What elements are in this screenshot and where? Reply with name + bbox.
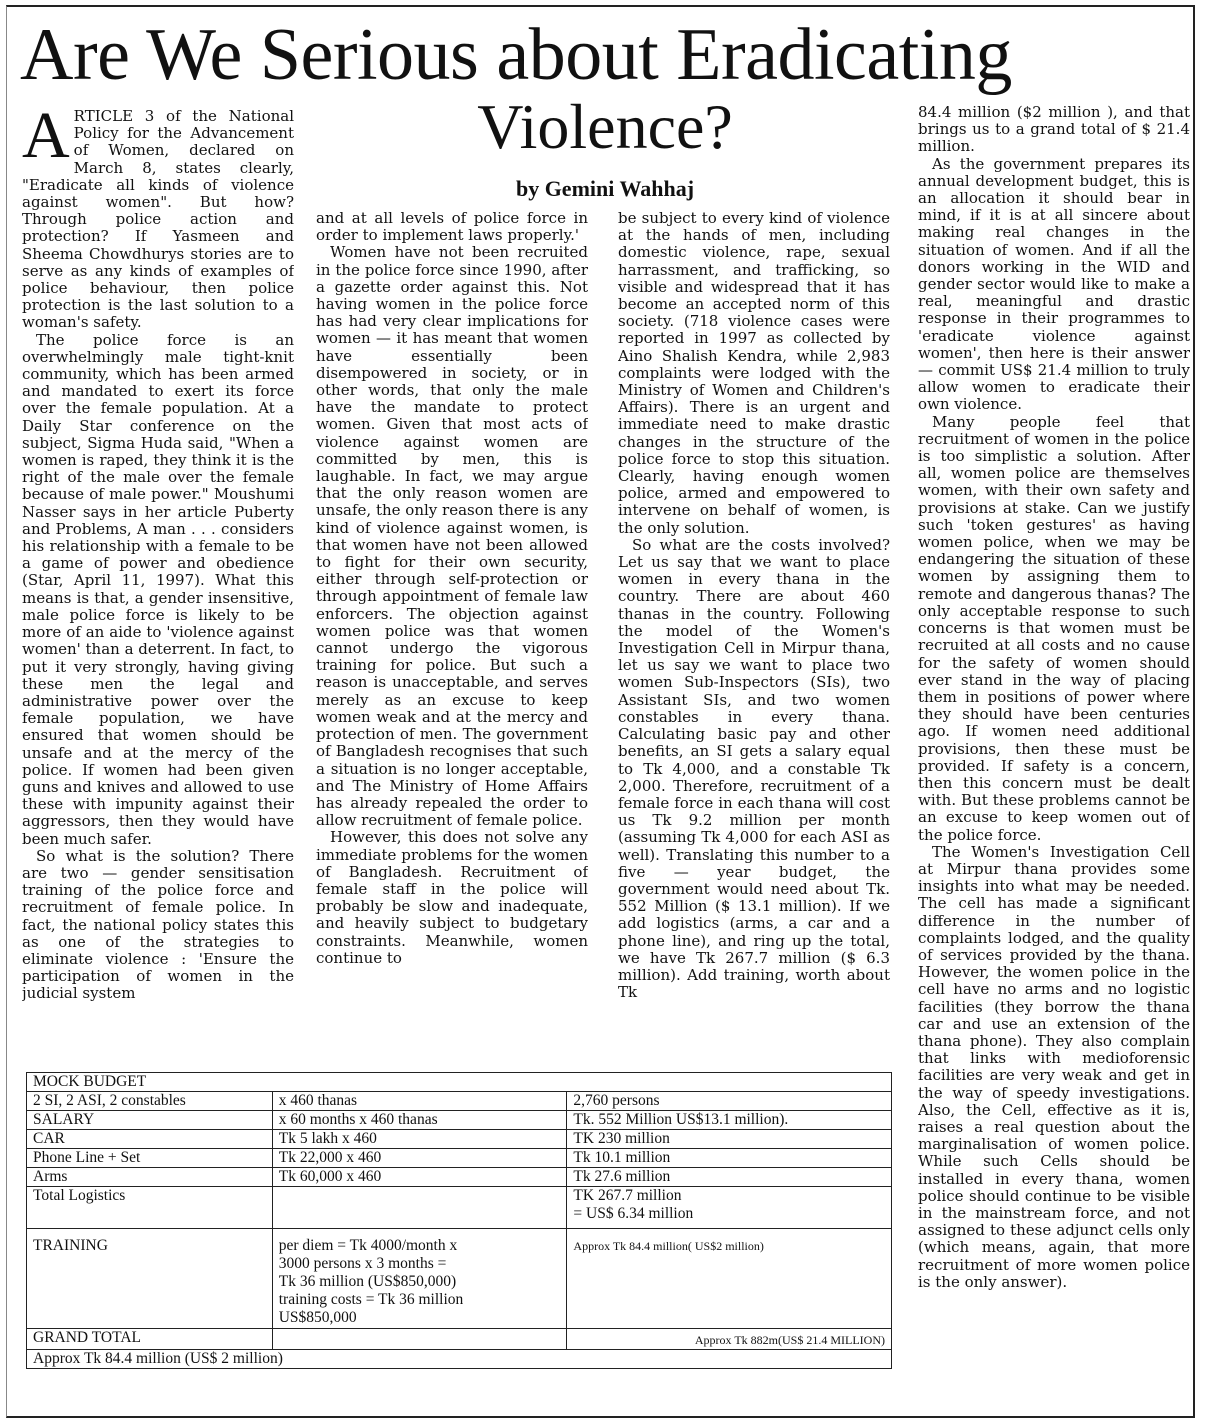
logistics-usd: = US$ 6.34 million bbox=[573, 1205, 694, 1222]
paragraph: As the government prepares its annual development budget, this is an allocation it should bear in mind, if it is at all sincere about making real changes in the situation of women. And if all the donors working in the WID and gender sector would like to make a real, meaningful and drastic response in their programmes to 'eradicate violence against women', then here is their answer — commit US$ 21.4 million to truly allow women to eradicate their own violence. bbox=[918, 154, 1190, 414]
training-line: per diem = Tk 4000/month x bbox=[278, 1237, 458, 1254]
budget-total: Tk. 552 Million US$13.1 million). bbox=[567, 1111, 892, 1130]
budget-label: Phone Line + Set bbox=[27, 1149, 273, 1168]
budget-total: Tk 10.1 million bbox=[567, 1149, 892, 1168]
paragraph-text: RTICLE 3 of the National Policy for the Advancement of Women, declared on March 8, states clearly, "Eradicate all kinds of violence against women". But how? Through police action and protection? If Yasmeen and Sheema Chowdhurys stories are to serve as any kinds of examples of police behaviour, then police protection is the last solution to a woman's safety. bbox=[22, 108, 294, 332]
column-1 bbox=[22, 108, 294, 1060]
table-row bbox=[27, 1350, 892, 1369]
paragraph: However, this does not solve any immediate problems for the women of Bangladesh. Recruitment of female staff in the police will probably be slow and inadequate, and heavily subject to budgetary constraints. Meanwhile, women continue to bbox=[316, 828, 588, 967]
training-line: Tk 36 million (US$850,000) bbox=[278, 1273, 457, 1290]
drop-cap: A bbox=[22, 108, 70, 172]
budget-calc: Tk 5 lakh x 460 bbox=[272, 1130, 567, 1149]
budget-footer: Approx Tk 84.4 million (US$ 2 million) bbox=[27, 1350, 892, 1369]
budget-calc: Tk 60,000 x 460 bbox=[272, 1168, 567, 1187]
headline: Are We Serious about Eradicating bbox=[20, 14, 1012, 96]
budget-label: 2 SI, 2 ASI, 2 constables bbox=[27, 1092, 273, 1111]
paragraph: So what is the solution? There are two — gender sensitisation training of the police force and recruitment of female police. In fact, the national policy states this as one of the strategies to eliminate violence : 'Ensure the participation of women in the judicial system bbox=[22, 846, 294, 1003]
budget-calc: Tk 22,000 x 460 bbox=[272, 1149, 567, 1168]
paragraph: Many people feel that recruitment of women in the police is too simplistic a solution. After all, women police are themselves women, with their own safety and provisions at stake. Can we justify such 'token gestures' as having women police, when we may be endangering the situation of these women by assigning them to remote and dangerous thanas? The only acceptable response to such concerns is that women must be recruited at all costs and no cause for the safety of women should ever stand in the way of placing them in positions of power where they should have been centuries ago. If women need additional provisions, then these must be provided. If safety is a concern, then this concern must be dealt with. But these problems cannot be an excuse to keep women out of the police force. bbox=[918, 412, 1190, 844]
table-row bbox=[27, 1168, 892, 1187]
budget-total: TK 230 million bbox=[567, 1130, 892, 1149]
paragraph: The police force is an overwhelmingly male tight-knit community, which has been armed and mandated to exert its force over the female population. At a Daily Star conference on the subject, Sigma Huda said, "When a women is raped, they think it is the right of the male over the female because of male power." Moushumi Nasser says in her article Puberty and Problems, A man . . . considers his relationship with a female to be a game of power and obedience (Star, April 11, 1997). What this means is that, a gender insensitive, male police force is likely to be more of an aide to 'violence against women' than a deterrent. In fact, to put it very strongly, having giving these men the legal and administrative power over the female population, we have ensured that women should be unsafe and at the mercy of the police. If women had been given guns and knives and allowed to use these with impunity against their aggressors, then they would have been much safer. bbox=[22, 330, 294, 848]
budget-label: SALARY bbox=[27, 1111, 273, 1130]
budget-title: MOCK BUDGET bbox=[27, 1073, 892, 1092]
budget-total: 2,760 persons bbox=[567, 1092, 892, 1111]
budget-calc bbox=[272, 1187, 567, 1229]
training-calc bbox=[272, 1229, 567, 1329]
mock-budget-table bbox=[26, 1072, 892, 1369]
grand-total: Approx Tk 882m(US$ 21.4 MILLION) bbox=[567, 1329, 892, 1350]
budget-label: CAR bbox=[27, 1130, 273, 1149]
budget-label: TRAINING bbox=[27, 1229, 273, 1329]
column-2 bbox=[316, 210, 588, 1060]
paragraph bbox=[22, 108, 294, 332]
table-row bbox=[27, 1111, 892, 1130]
paragraph: Women have not been recruited in the police force since 1990, after a gazette order against this. Not having women in the police force has had very clear implications for women — it has meant that women have essentially been disempowered in society, or in other words, that only the male have the mandate to protect women. Given that most acts of violence against women are committed by men, this is laughable. In fact, we may argue that the only reason women are unsafe, the only reason there is any kind of violence against women, is that women have not been allowed to fight for their own security, either through self-protection or through appointment of female law enforcers. The objection against women police was that women cannot undergo the vigorous training for police. But such a reason is unacceptable, and serves merely as an excuse to keep women weak and at the mercy and protection of men. The government of Bangladesh recognises that such a situation is no longer acceptable, and The Ministry of Home Affairs has already repealed the order to allow recruitment of female police. bbox=[316, 243, 588, 830]
paragraph: and at all levels of police force in order to implement laws properly.' bbox=[316, 210, 588, 245]
paragraph: be subject to every kind of violence at the hands of men, including domestic violence, rape, sexual harrassment, and trafficking, so visible and widespread that it has become an accepted norm of this society. (718 violence cases were reported in 1997 as collected by Aino Shalish Kendra, while 2,983 complaints were lodged with the Ministry of Women and Children's Affairs). There is an urgent and immediate need to make drastic changes in the structure of the police force to stop this situation. Clearly, having enough women police, armed and empowered to intervene on behalf of women, is the only solution. bbox=[618, 210, 890, 537]
column-3 bbox=[618, 210, 890, 1060]
byline: by Gemini Wahhaj bbox=[515, 176, 695, 201]
paragraph: So what are the costs involved? Let us say that we want to place women in every thana in the country. There are about 460 thanas in the country. Following the model of the Women's Investigation Cell in Mirpur thana, let us say we want to place two women Sub-Inspectors (SIs), two Assistant SIs, and two women constables in every thana. Calculating basic pay and other benefits, an SI gets a salary equal to Tk 4,000, and a constable Tk 2,000. Therefore, recruitment of a female force in each thana will cost us Tk 9.2 million per month (assuming Tk 4,000 for each ASI as well). Translating this number to a five — year budget, the government would need about Tk. 552 Million ($ 13.1 million). If we add logistics (arms, a car and a phone line), and ring up the total, we have Tk 267.7 million ($ 6.3 million). Add training, worth about Tk bbox=[618, 535, 890, 1002]
table-row bbox=[27, 1149, 892, 1168]
budget-label: Total Logistics bbox=[27, 1187, 273, 1229]
training-total: Approx Tk 84.4 million( US$2 million) bbox=[567, 1229, 892, 1329]
table-row bbox=[27, 1329, 892, 1350]
logistics-value: TK 267.7 million bbox=[573, 1187, 682, 1204]
budget-total: Tk 27.6 million bbox=[567, 1168, 892, 1187]
training-line: training costs = Tk 36 million bbox=[278, 1291, 464, 1308]
table-row bbox=[27, 1229, 892, 1329]
budget-calc: x 60 months x 460 thanas bbox=[272, 1111, 567, 1130]
training-line: 3000 persons x 3 months = bbox=[278, 1255, 447, 1272]
budget-label: Arms bbox=[27, 1168, 273, 1187]
paragraph: 84.4 million ($2 million ), and that brings us to a grand total of $ 21.4 million. bbox=[918, 104, 1190, 156]
paragraph: The Women's Investigation Cell at Mirpur thana provides some insights into what may be needed. The cell has made a significant difference in the number of complaints lodged, and the quality of services provided by the thana. However, the women police in the cell have no arms and no logistic facilities (they borrow the thana car and use an extension of the thana phone). They also complain that links with medioforensic facilities are very weak and get in the way of speedy investigations. Also, the Cell, effective as it is, raises a real question about the marginalisation of women police. While such Cells should be installed in every thana, women police should continue to be visible in the mainstream force, and not assigned to these adjunct cells only (which means, again, that more recruitment of more women police is the only answer). bbox=[918, 842, 1190, 1291]
table-row bbox=[27, 1187, 892, 1229]
budget-label: GRAND TOTAL bbox=[27, 1329, 273, 1350]
column-4 bbox=[918, 104, 1190, 1400]
table-row bbox=[27, 1092, 892, 1111]
budget-calc bbox=[272, 1329, 567, 1350]
headline-line-2: Violence? bbox=[477, 91, 733, 162]
budget-calc: x 460 thanas bbox=[272, 1092, 567, 1111]
budget-total bbox=[567, 1187, 892, 1229]
training-line: US$850,000 bbox=[278, 1309, 357, 1326]
table-row bbox=[27, 1130, 892, 1149]
